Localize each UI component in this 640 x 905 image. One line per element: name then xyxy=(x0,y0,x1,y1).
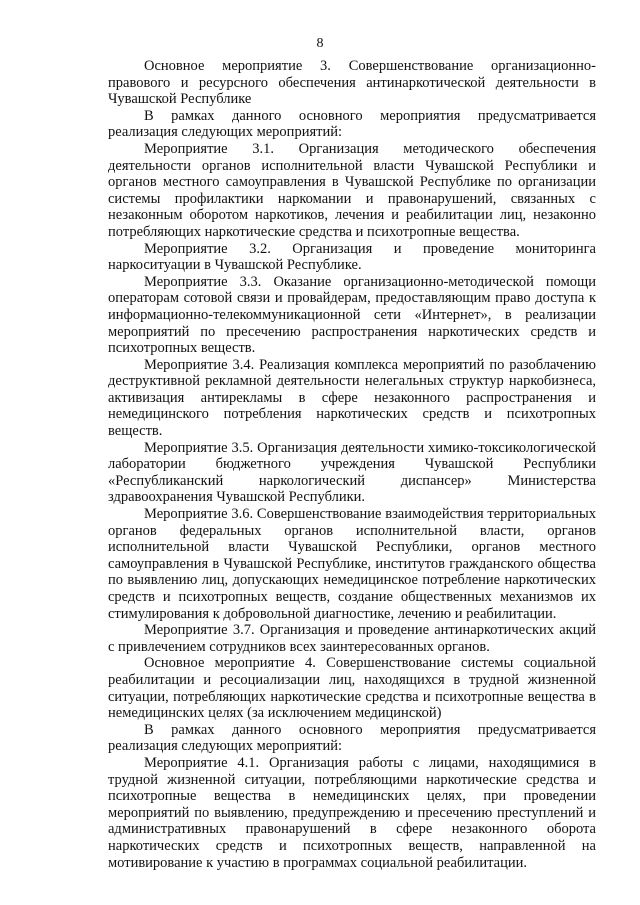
page-number: 8 xyxy=(316,36,324,51)
body-text xyxy=(108,58,596,871)
paragraph-activity-3-3: Мероприятие 3.3. Оказание организационно-методической помощи операторам сотовой связи и провайдерам, предоставляющим право доступа к информационно-телекоммуникационной сети «Интернет», в реализации мероприятий по пресечению распространения наркотических средств и психотропных веществ. xyxy=(108,273,596,357)
paragraph-main-activity-4: Основное мероприятие 4. Совершенствование системы социальной реабилитации и ресоциализации лиц, находящихся в трудной жизненной ситуации, потребляющих наркотические средства и психотропные вещества в немедицинских целях (за исключением медицинской) xyxy=(108,655,596,722)
paragraph-activity-3-7: Мероприятие 3.7. Организация и проведение антинаркотических акций с привлечением сотрудников всех заинтересованных органов. xyxy=(108,622,596,655)
paragraph-main-activity-3: Основное мероприятие 3. Совершенствование организационно-правового и ресурсного обеспечения антинаркотической деятельности в Чувашской Республике xyxy=(108,58,596,108)
paragraph-activity-3-6: Мероприятие 3.6. Совершенствование взаимодействия территориальных органов федеральных органов исполнительной власти, органов исполнительной власти Чувашской Республики, органов местного самоуправления в Чувашской Республике, институтов гражданского общества по выявлению лиц, допускающих немедицинское потребление наркотических средств и психотропных веществ, создание общественных механизмов их стимулирования к добровольной диагностике, лечению и реабилитации. xyxy=(108,506,596,622)
paragraph-activity-3-4: Мероприятие 3.4. Реализация комплекса мероприятий по разоблачению деструктивной рекламной деятельности нелегальных структур наркобизнеса, активизация антирекламы в сфере незаконного распространения и немедицинского потребления наркотических средств и психотропных веществ. xyxy=(108,356,596,440)
paragraph-activity-3-1: Мероприятие 3.1. Организация методического обеспечения деятельности органов исполнительной власти Чувашской Республики и органов местного самоуправления в Чувашской Республике по организации системы профилактики наркомании и правонарушений, связанных с незаконным оборотом наркотиков, лечения и реабилитации лиц, незаконно потребляющих наркотические средства и психотропные вещества. xyxy=(108,140,596,240)
paragraph-intro-3: В рамках данного основного мероприятия предусматривается реализация следующих мероприятий: xyxy=(108,107,596,141)
paragraph-activity-3-2: Мероприятие 3.2. Организация и проведение мониторинга наркоситуации в Чувашской Республике. xyxy=(108,240,596,274)
paragraph-intro-4: В рамках данного основного мероприятия предусматривается реализация следующих мероприятий: xyxy=(108,721,596,755)
paragraph-activity-3-5: Мероприятие 3.5. Организация деятельности химико-токсикологической лаборатории бюджетного учреждения Чувашской Республики «Республиканский наркологический диспансер» Министерства здравоохранения Чувашской Республики. xyxy=(108,439,596,506)
paragraph-activity-4-1: Мероприятие 4.1. Организация работы с лицами, находящимися в трудной жизненной ситуации, потребляющими наркотические средства и психотропные вещества в немедицинских целях, при проведении мероприятий по выявлению, предупреждению и пресечению преступлений и административных правонарушений в сфере незаконного оборота наркотических средств и психотропных веществ, направленной на мотивирование к участию в программах социальной реабилитации. xyxy=(108,754,596,871)
